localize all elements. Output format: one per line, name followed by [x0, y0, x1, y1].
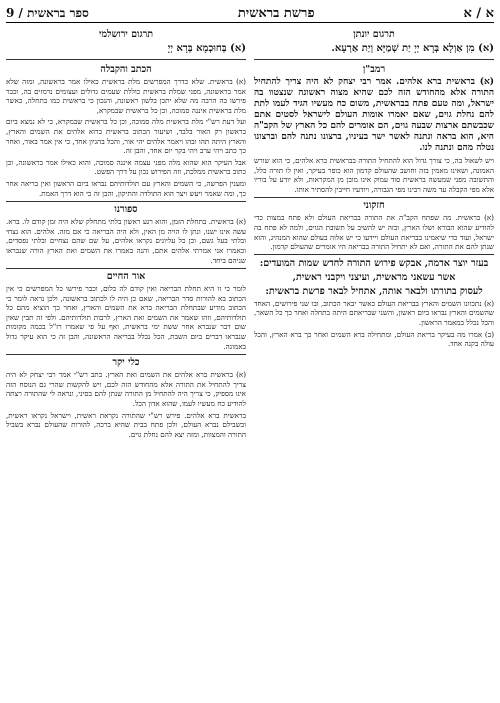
- kli-yakar-para: (א) בראשית ברא אלהים את השמים ואת הארץ. כתב רש"י אמר רבי יצחק לא היה צריך להתחיל את התורה אלא מהחודש הזה לכם, ויש להקשות שהרי גם הנוסח הזה אינו מספיק, כי צריך היה להתחיל מן התורה שנתן להם בסיני, ונראה לי שהתורה רצתה להודיע כח מעשיו לעמו, שהוא אדון הכל.: [6, 370, 246, 409]
- sforno-para: (א) בראשית. בתחלת הזמן, והוא רגע ראשון בלתי מתחלק שלא היה זמן קודם לו. ברא. עשה אינו ישנו, ונתן לו הויה מן האין, ולא היה הבריאה כי אם מזה. אלהים. הוא נצחי ובלתי בעל גשם, וכן כל עליונים נקראו אלהים, על שם שהם נצחיים ובלתי נפסדים, וכאמרו אני אמרתי אלהים אתם, והנה באמרו את השמים ואת הארץ הורה שנבראו שניהם ביחד.: [6, 217, 246, 265]
- haktav-para: (א) בראשית. שלא כדרך המפרשים מלת בראשית כאילו אמר בראשונה, ומזה שלא אמר בראשונה, מפני שמלת בראשית כוללת שעמים גדולים ועצומים נרמזים בה, וכבר פירשו בה הרבה מה שלא יתכן בלשון ראשונה, והנכון כי בראשית כמו בתחלה, כאשר מלת בראשית איננה סמוכה, וכן כל בראשית שבמקרא,: [6, 77, 246, 115]
- targum-yonatan-text: (א) מִן אַוְלָא בְּרָא יְיָ יַת שְׁמַיָּא וְיַת אַרְעָא.: [331, 43, 494, 54]
- chapter-verse-marker: א / א: [463, 6, 494, 21]
- targum-yonatan-title: תרגום יונתן: [353, 29, 395, 40]
- targum-section: [6, 26, 494, 55]
- haktav-title: הכתב והקבלה: [100, 64, 152, 75]
- chizkuni-title: חזקוני: [254, 197, 494, 211]
- ramban-para: (א) בראשית ברא אלהים. אמר רבי יצחק לא היה צריך להתחיל התורה אלא מהחודש הזה לכם שהיא מצוה ראשונה שנצטוו בה ישראל, ומה טעם פתח בבראשית, משום כח מעשיו הגיד לעמו לתת להם נחלת גוים, שאם יאמרו אומות העולם לישראל לסטים אתם שכבשתם ארצות שבעה גוים, הם אומרים להם כל הארץ של הקב"ה היא, הוא בראה ונתנה לאשר ישר בעיניו, ברצונו נתנה להם וברצונו נטלה מהם ונתנה לנו.: [254, 77, 494, 153]
- left-column: [6, 59, 246, 441]
- kli-yakar-title: כלי יקר: [6, 354, 246, 368]
- sforno-title: ספורנו: [6, 201, 246, 215]
- tziunim-line: אשר עשאני מראשית, ועיצני ויקבני ראשית,: [292, 271, 456, 283]
- ramban-title: רמב"ן: [362, 64, 386, 75]
- tziunim-para: (ב) אמרו מה בעיקר בריאת העולם, ומתחילה ברא השמים ואחר כך ברא הארץ, והכל עולה בקנה אחד.: [254, 329, 494, 349]
- tziunim-title: בעזר יוצר אדמה, אבקש פירוש התורה לחדש שמות המועדים:: [259, 257, 489, 269]
- commentary-body: [6, 59, 494, 441]
- targum-yerushalmi-text: (א) בְּחוּכְמָא בְּרָא יְיָ: [167, 43, 246, 54]
- haktav-para: ומענין הפרשה, כי השמים והארץ עם תולדותיהם נבראו ביום הראשון ואין בריאה אחר כך, ומה שאמר ויעש ויצר הוא התולדה והתיקון, והבן זה כי הוא דרך האמת.: [6, 178, 246, 198]
- haktav-para: ועל דעת רש"י מלת בראשית מלה סמוכה, וכן כל בראשית שבמקרא, כי לא נמצא ביום בראשון רק האור בלבד, ושיעור הכתוב בראשית ברוא אלהים את השמים והארץ, והארץ היתה תהו ובהו ויאמר אלהים יהי אור, והכל בהגיון אחד, כי אין אמר באור, ואחר כך כתב ויהי ערב ויהי בקר יום אחד, והבן זה.: [6, 117, 246, 156]
- chizkuni-para: (א) בראשית. מה שפתח הקב"ה את התורה בבריאת העולם ולא פתח במצות כדי להודיע שהוא הבורא ושלו הארץ, ובזה יש להשיב על תשובת הגוים, ולמה לא פתח בה ישראל, ועוד כדי שיאמינו בבריאת העולם ויידעו כי יש אלוה בעולם שהוא המנהיג, והוא שנתן להם את התורה, ואם לא יתחיל התורה בבריאה היו אומרים שהעולם קדמון.: [254, 213, 494, 252]
- running-header: [6, 4, 494, 23]
- targum-yerushalmi-title: תרגום ירושלמי: [98, 29, 154, 40]
- section-divider: [254, 254, 494, 255]
- right-column: [254, 59, 494, 441]
- parasha-title: פרשת בראשית: [237, 6, 315, 21]
- tziunim-para: (א) נתכוונו השמים והארץ בבריאת העולם כאשר יבאר הכתוב, ובו שני פירושים, האחד שהשמים והארץ נבראו ביום ראשון, והשני שבריאתם היתה בתחלה ואחר כך כל השאר, והכל נכלל במאמר הראשון.: [254, 298, 494, 327]
- or-hachaim-para: לומר כי זו היא תחלת הבריאה ואין קודם לה כלום, וכבר פירשו כל המפרשים כי אין הכתוב בא להורות סדר הבריאה, שאם כן היה לו לכתוב בראשונה, ולכן נראה לומר כי הכתוב מודיע שבתחלת הבריאה ברא את השמים והארץ, ואחר כך הוציא מהם כל תולדותיהם, וזהו שאמר את השמים ואת הארץ, לרבות תולדותיהם. ולפי זה תבין שאין שום דבר שנברא אחר ששת ימי בראשית, ואף על פי שאמרו רז"ל בכמה מקומות שנבראו דברים ביום השבת, הכל נכלל בבריאה הראשונה, והבן זה כי הוא עיקר גדול באמונה.: [6, 284, 246, 351]
- targum-yonatan: [254, 26, 494, 55]
- kli-yakar-para: בראשית ברא אלהים. פירש רש"י שהתורה נקראת ראשית, וישראל נקראו ראשית, ובשבילם נברא העולם, ולכן פתח בבית שהיא ברכה, להורות שהעולם נברא בשביל התורה והמצוות, ומזה יצא להם נחלת גוים.: [6, 410, 246, 439]
- or-hachaim-title: אור החיים: [6, 268, 246, 282]
- book-title-page-number: ספר בראשית / 9: [6, 5, 89, 20]
- ramban-para: ויש לשאול בה, כי צורך גדול הוא להתחיל התורה בבראשית ברא אלהים, כי הוא שורש האמונה, ושאינו מאמין בזה וחושב שהעולם קדמון הוא כופר בעיקר, ואין לו תורה כלל, והתשובה מפני שמעשה בראשית סוד עמוק אינו מובן מן המקראות, ולא יודע על בוריו אלא מפי הקבלה עד משה רבינו מפי הגבורה, ויודעיו חייבין להסתיר אותו.: [254, 156, 494, 194]
- tziunim-line: לעסוק בתורתו ולבאר אותה, אתחיל לבאר פרשת בראשית:: [265, 285, 483, 297]
- targum-yerushalmi: [6, 26, 246, 55]
- haktav-para: אבל העיקר הוא שהוא מלה מפני עצמה איננה סמוכה, והוא כאילו אמר בראשונה, וכן כתוב בראשית ממלכת, וזה הפירוש נכון על דרך הפשט.: [6, 157, 246, 177]
